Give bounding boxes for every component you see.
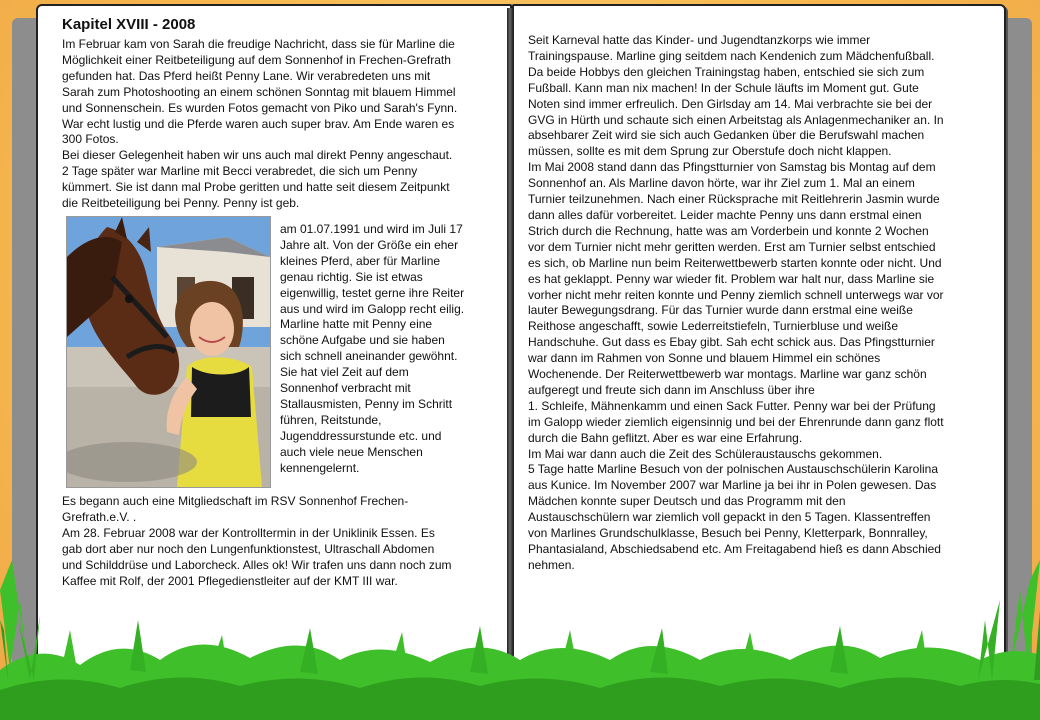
left-paragraph-side: am 01.07.1991 und wird im Juli 17 Jahre alt. Von der Größe ein eher kleines Pferd, aber für Marline genau richtig. Sie ist etwas eigenwillig, testet gerne ihre Reiter aus und wird im Galopp recht eilig. Marline hatte mit Penny eine schöne Aufgabe und sie haben sich schnell aneinander gewöhnt. Sie hat viel Zeit auf dem Sonnenhof verbracht mit Stallausmisten, Penny im Schritt führen, Reitstunde, Jugenddressurstunde etc. und auch viele neue Menschen kennengelernt.: [280, 222, 465, 475]
horse-girl-photo: [66, 216, 271, 488]
book-spine: [507, 8, 513, 678]
left-paragraph-top: Im Februar kam von Sarah die freudige Nachricht, dass sie für Marline die Möglichkeit einer Reitbeteiligung auf dem Sonnenhof in Frechen-Grefrath gefunden hat. Das Pferd heißt Penny Lane. Wir verabredeten uns mit Sarah zum Photoshooting an einem schönen Sonntag mit blauem Himmel und Sonnenschein. Es wurden Fotos gemacht von Piko und Sarah's Fynn. War echt lustig und die Pferde waren auch super brav. Am Ende waren es 300 Fotos. Bei dieser Gelegenheit haben wir uns auch mal direkt Penny angeschaut. 2 Tage später war Marline mit Becci verabredet, die sich um Penny kümmert. Sie ist dann mal Probe geritten und hatte seit diesem Zeitpunkt die Reitbeteiligung bei Penny. Penny ist geb.: [62, 37, 458, 211]
right-paragraph: Seit Karneval hatte das Kinder- und Jugendtanzkorps wie immer Trainingspause. Marline ging seitdem nach Kendenich zum Mädchenfußball. Da beide Hobbys den gleichen Trainingstag haben, entschied sie sich zum Fußball. Kann man nix machen! In der Schule läufts im Moment gut. Gute Noten sind immer erfreulich. Den Girlsday am 14. Mai verbrachte sie bei der GVG in Hürth und schaute sich einen Arbeitstag als Anlagenmechaniker an. In absehbarer Zeit wird sie sich auch Gedanken über die Berufswahl machen müssen, sollte es mit dem Sprung zur Oberstufe doch nicht klappen. Im Mai 2008 stand dann das Pfingstturnier von Samstag bis Montag auf dem Sonnenhof an. Als Marline davon hörte, war ihr Ziel zum 1. Mal an einem Turnier teilzunehmen. Nach einer Rücksprache mit Reitlehrerin Jasmin wurde dann alles dafür vorbereitet. Leider machte Penny uns dann erstmal einen Strich durch die Rechnung, hatte was am Vorderbein und konnte 2 Wochen vor dem Turnier nicht mehr geritten werden. Erst am Turnier selbst entschied es sich, ob Marline nun beim Reiterwettbewerb starten konnte oder nicht. Und es hat geklappt. Penny war wieder fit. Problem war halt nur, dass Marline sie vorher nicht mehr reiten konnte und Penny ziemlich schnell unterwegs war vor lauter Bewegungsdrang. Für das Turnier wurde dann erstmal eine weiße Reithose angeschafft, sowie Lederreitstiefeln, Turnierbluse und weiße Handschuhe. Gut dass es Ebay gibt. Sah echt schick aus. Das Pfingstturnier war dann im Rahmen von Sonne und blauem Himmel ein schönes Wochenende. Der Reiterwettbewerb war montags. Marline war ganz schön aufgeregt und freute sich dann im Anschluss über ihre 1. Schleife, Mähnenkamm und einen Sack Futter. Penny war bei der Prüfung im Galopp wieder ziemlich eigensinnig und bei der Ehrenrunde dann ganz flott durch die Bahn geflitzt. Aber es war eine Erfahrung. Im Mai war dann auch die Zeit des Schüleraustauschs gekommen. 5 Tage hatte Marline Besuch von der polnischen Austauschschülerin Karolina aus Kunice. Im November 2007 war Marline ja bei ihr in Polen gewesen. Das Mädchen konnte super Deutsch und das Programm mit den Austauschschülern war ziemlich voll gepackt in den 5 Tagen. Klassentreffen von Marlines Grundschulklasse, Besuch bei Penny, Kletterpark, Bonnralley, Phantasialand, Abschiedsabend etc. Am Freitagabend hieß es dann Abschied nehmen.: [528, 33, 944, 572]
left-paragraph-bottom: Es begann auch eine Mitgliedschaft im RSV Sonnenhof Frechen- Grefrath.e.V. . Am 28. Februar 2008 war der Kontrolltermin in der Uniklinik Essen. Es gab dort aber nur noch den Lungenfunktionstest, Ultraschall Abdomen und Schilddrüse und Laborcheck. Alles ok! Wir trafen uns dann noch zum Kaffee mit Rolf, der 2001 Pflegedienstleiter auf der KMT III war.: [62, 494, 452, 588]
chapter-title: Kapitel XVIII - 2008: [62, 16, 196, 33]
